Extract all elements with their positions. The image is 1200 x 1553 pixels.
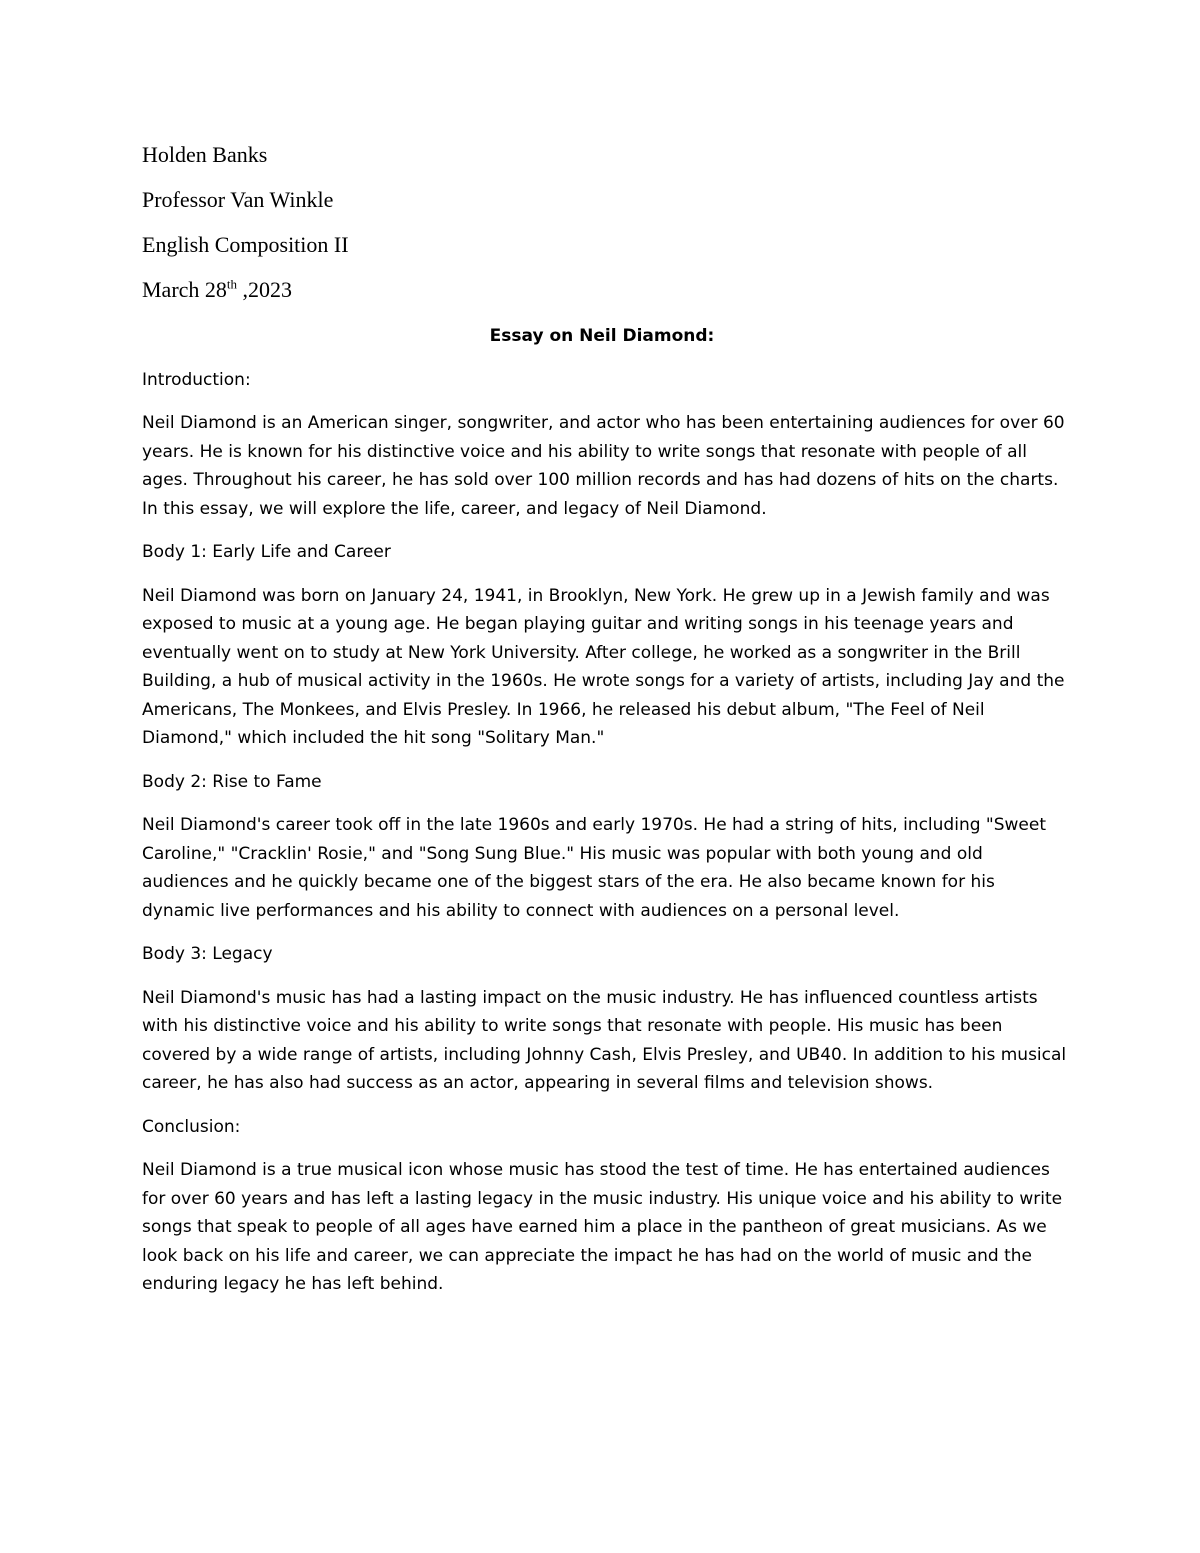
conclusion-paragraph: Neil Diamond is a true musical icon whose music has stood the test of time. He has entertained audiences for over 60 years and has left a lasting legacy in the music industry. His unique voice and his ability to write songs that speak to people of all ages have earned him a place in the pantheon of great musicians. As we look back on his life and career, we can appreciate the impact he has had on the world of music and the enduring legacy he has left behind. — [142, 1160, 1063, 1294]
body1-heading: Body 1: Early Life and Career — [142, 542, 391, 562]
essay-header — [142, 140, 1062, 320]
essay-title: Essay on Neil Diamond: — [489, 326, 715, 346]
body3-heading: Body 3: Legacy — [142, 944, 273, 964]
student-name: Holden Banks — [142, 142, 268, 167]
body1-paragraph: Neil Diamond was born on January 24, 1941, in Brooklyn, New York. He grew up in a Jewish family and was exposed to music at a young age. He began playing guitar and writing songs in his teenage years and eventually went on to study at New York University. After college, he worked as a songwriter in the Brill Building, a hub of musical activity in the 1960s. He wrote songs for a variety of artists, including Jay and the Americans, The Monkees, and Elvis Presley. In 1966, he released his debut album, "The Feel of Neil Diamond," which included the hit song "Solitary Man." — [142, 585, 1065, 748]
date-ordinal: th — [226, 276, 238, 292]
body2-paragraph: Neil Diamond's career took off in the late 1960s and early 1970s. He had a string of hits, including "Sweet Caroline," "Cracklin' Rosie," and "Song Sung Blue." His music was popular with both young and old audiences and he quickly became one of the biggest stars of the era. He also became known for his dynamic live performances and his ability to connect with audiences on a personal level. — [142, 815, 1047, 921]
intro-heading: Introduction: — [142, 369, 251, 390]
body3-paragraph: Neil Diamond's music has had a lasting impact on the music industry. He has influenced countless artists with his distinctive voice and his ability to write songs that resonate with people. His music has been covered by a wide range of artists, including Johnny Cash, Elvis Presley, and UB40. In addition to his musical career, he has also had success as an actor, appearing in several films and television shows. — [142, 987, 1067, 1093]
date-suffix: ,2023 — [237, 277, 293, 302]
conclusion-heading: Conclusion: — [142, 1116, 241, 1137]
essay-date — [142, 275, 1062, 305]
professor-name: Professor Van Winkle — [142, 187, 334, 212]
intro-paragraph: Neil Diamond is an American singer, songwriter, and actor who has been entertaining audiences for over 60 years. He is known for his distinctive voice and his ability to write songs that resonate with people of all ages. Throughout his career, he has sold over 100 million records and has had dozens of hits on the charts. In this essay, we will explore the life, career, and legacy of Neil Diamond. — [142, 413, 1065, 519]
date-prefix: March 28 — [142, 277, 227, 302]
essay-body — [142, 322, 1067, 1314]
body2-heading: Body 2: Rise to Fame — [142, 771, 322, 792]
course-name: English Composition II — [142, 232, 349, 257]
